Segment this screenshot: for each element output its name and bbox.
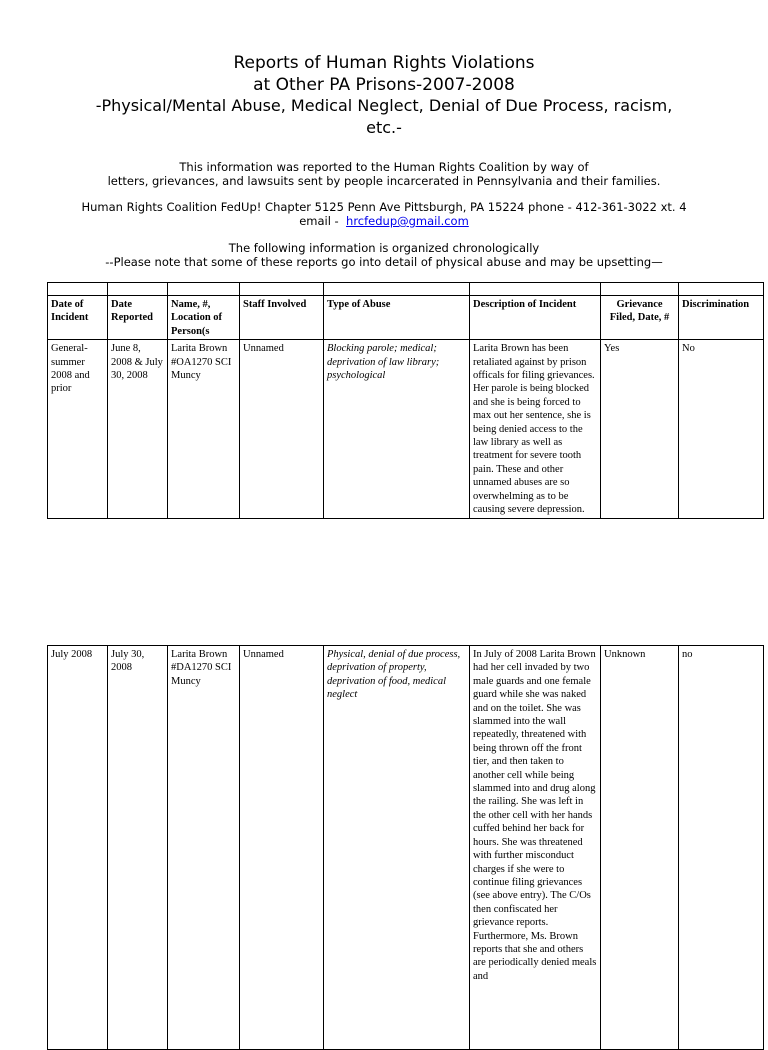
violations-table-continued [47, 645, 764, 1050]
cell-date: July 2008 [48, 646, 108, 1050]
cell-grievance: Yes [601, 340, 679, 518]
email-link[interactable]: hrcfedup@gmail.com [346, 214, 469, 228]
cell-reported: June 8, 2008 & July 30, 2008 [108, 340, 168, 518]
header-date: Date of Incident [48, 296, 108, 340]
violations-table [47, 282, 764, 519]
header-name: Name, #, Location of Person(s [168, 296, 240, 340]
cell-description: Larita Brown has been retaliated against by prison officals for filing grievances. Her parole is being blocked and she is being forced to max out her sentence, she is being denied access to the law library as well as treatment for severe tooth pain. These and other unnamed abuses are so overwhelming as to be causing severe depression. [470, 340, 601, 518]
cell-date: General-summer 2008 and prior [48, 340, 108, 518]
header-type: Type of Abuse [324, 296, 470, 340]
intro-line-1: This information was reported to the Human Rights Coalition by way of [179, 160, 589, 174]
table-spacer-row [48, 283, 764, 296]
note-line-1: The following information is organized chronologically [228, 241, 540, 255]
subtitle-line-2: etc.- [366, 118, 402, 137]
intro-paragraph [0, 160, 768, 188]
table-row [48, 340, 764, 518]
intro-line-2: letters, grievances, and lawsuits sent by people incarcerated in Pennsylvania and their families. [107, 174, 661, 188]
header-grievance: Grievance Filed, Date, # [601, 296, 679, 340]
subtitle-line-1: -Physical/Mental Abuse, Medical Neglect, Denial of Due Process, racism, [95, 96, 673, 115]
cell-staff: Unnamed [240, 646, 324, 1050]
cell-reported: July 30, 2008 [108, 646, 168, 1050]
email-line [0, 214, 768, 228]
title-line-1: Reports of Human Rights Violations [233, 53, 535, 73]
cell-name: Larita Brown #DA1270 SCI Muncy [168, 646, 240, 1050]
header-reported: Date Reported [108, 296, 168, 340]
cell-staff: Unnamed [240, 340, 324, 518]
contact-info [0, 200, 768, 228]
cell-description: In July of 2008 Larita Brown had her cell invaded by two male guards and one female guard while she was naked and on the toilet. She was slammed into the wall repeatedly, threatened with being thrown off the front tier, and then taken to another cell while being slammed into and drug along the railing. She was left in the other cell with her hands cuffed behind her back for hours. She was threatened with further misconduct charges if she were to continue filing grievances (see above entry). The C/Os then confiscated her grievance reports. Furthermore, Ms. Brown reports that she and others are periodically denied meals and [470, 646, 601, 1050]
table-header-row [48, 296, 764, 340]
cell-name: Larita Brown #OA1270 SCI Muncy [168, 340, 240, 518]
email-prefix: email - [299, 214, 347, 228]
header-staff: Staff Involved [240, 296, 324, 340]
header-discrimination: Discrimination [679, 296, 764, 340]
table-row [48, 646, 764, 1050]
cell-discrimination: No [679, 340, 764, 518]
title-line-2: at Other PA Prisons-2007-2008 [253, 75, 515, 95]
document-subtitle [0, 95, 768, 139]
document-title [0, 52, 768, 96]
cell-type: Blocking parole; medical; deprivation of law library; psychological [324, 340, 470, 518]
note-block [0, 241, 768, 269]
cell-grievance: Unknown [601, 646, 679, 1050]
cell-type: Physical, denial of due process, deprivation of property, deprivation of food, medical neglect [324, 646, 470, 1050]
cell-discrimination: no [679, 646, 764, 1050]
header-description: Description of Incident [470, 296, 601, 340]
note-line-2: --Please note that some of these reports go into detail of physical abuse and may be upsetting— [105, 255, 663, 269]
contact-line: Human Rights Coalition FedUp! Chapter 5125 Penn Ave Pittsburgh, PA 15224 phone - 412-361-3022 xt. 4 [81, 200, 687, 214]
